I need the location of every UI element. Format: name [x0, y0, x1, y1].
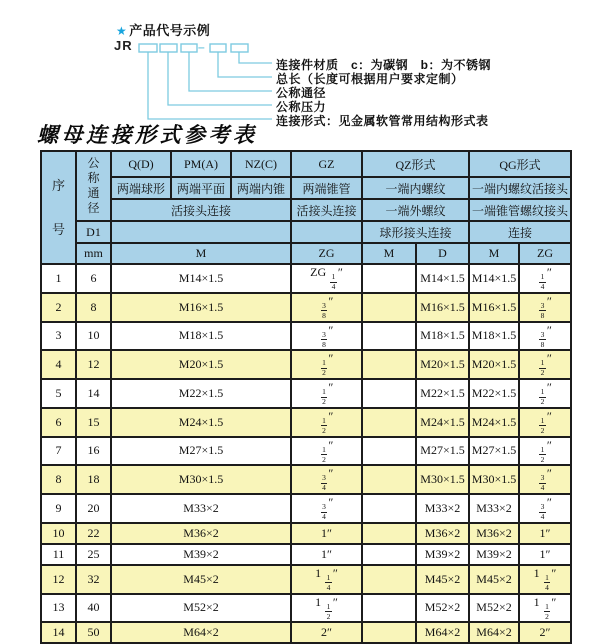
header-col-q: Q(D)	[111, 151, 171, 177]
cell-m: M18×1.5	[111, 322, 291, 351]
header-qz-desc2: 一端外螺纹	[362, 199, 469, 221]
cell-dn-mm: 12	[76, 350, 111, 379]
cell-qz-m	[362, 264, 416, 293]
header-qg-desc1: 一端内螺纹活接头	[469, 177, 571, 199]
cell-dn-mm: 22	[76, 523, 111, 544]
cell-seq: 4	[41, 350, 76, 379]
cell-qg-zg: $\frac{1}{2}$ ″	[519, 437, 571, 466]
cell-qz-d: M45×2	[416, 565, 469, 594]
cell-qg-zg: $\frac{3}{8}$ ″	[519, 293, 571, 322]
cell-qg-m: M24×1.5	[469, 408, 519, 437]
cell-qg-zg: 2″	[519, 622, 571, 643]
cell-dn-mm: 8	[76, 293, 111, 322]
cell-qz-d: M22×1.5	[416, 379, 469, 408]
table-row	[41, 264, 571, 293]
cell-qz-d: M64×2	[416, 622, 469, 643]
cell-qg-m: M33×2	[469, 494, 519, 523]
cell-qz-m	[362, 622, 416, 643]
cell-qz-m	[362, 322, 416, 351]
header-row-4	[41, 221, 571, 243]
leader-line-pressure	[168, 52, 272, 105]
table-row	[41, 622, 571, 643]
table-row	[41, 408, 571, 437]
table-row	[41, 544, 571, 565]
cell-qz-d: M14×1.5	[416, 264, 469, 293]
cell-m: M39×2	[111, 544, 291, 565]
cell-qg-zg: $\frac{3}{4}$ ″	[519, 465, 571, 494]
code-box-1	[139, 44, 157, 52]
header-col-pm: PM(A)	[171, 151, 231, 177]
header-pm-desc: 两端平面	[171, 177, 231, 199]
leader-line-length	[218, 52, 272, 77]
header-col-gz: GZ	[291, 151, 362, 177]
product-code-heading	[116, 20, 210, 39]
header-qg-desc2: 一端锥管螺纹接头	[469, 199, 571, 221]
cell-qg-zg: $\frac{3}{4}$ ″	[519, 494, 571, 523]
cell-m: M33×2	[111, 494, 291, 523]
product-code-separator: –	[198, 40, 205, 54]
code-box-4	[210, 44, 226, 52]
fraction: $\frac{1}{4}$	[331, 272, 336, 292]
cell-qz-m	[362, 379, 416, 408]
cell-seq: 14	[41, 622, 76, 643]
fraction: $\frac{3}{4}$	[540, 502, 545, 522]
callout-label-pressure: 公称压力	[276, 100, 327, 114]
header-empty-m	[111, 221, 291, 243]
header-row-3	[41, 199, 571, 221]
cell-dn-mm: 50	[76, 622, 111, 643]
cell-qz-m	[362, 523, 416, 544]
cell-dn-mm: 25	[76, 544, 111, 565]
cell-gz-zg: 1″	[291, 523, 362, 544]
cell-qz-m	[362, 544, 416, 565]
cell-gz-zg: $\frac{1}{2}$ ″	[291, 350, 362, 379]
cell-qg-m: M16×1.5	[469, 293, 519, 322]
cell-dn-mm: 16	[76, 437, 111, 466]
cell-qz-d: M27×1.5	[416, 437, 469, 466]
cell-qz-m	[362, 350, 416, 379]
table-row	[41, 322, 571, 351]
cell-dn-mm: 40	[76, 594, 111, 623]
header-mm: mm	[76, 243, 111, 264]
cell-seq: 1	[41, 264, 76, 293]
cell-qg-m: M36×2	[469, 523, 519, 544]
callout-label-connection: 连接形式：见金属软管常用结构形式表	[276, 114, 489, 128]
table-title: 螺母连接形式参考表	[37, 122, 258, 147]
header-dn	[76, 151, 111, 221]
table-row	[41, 565, 571, 594]
cell-qg-zg: $\frac{3}{8}$ ″	[519, 322, 571, 351]
cell-seq: 7	[41, 437, 76, 466]
cell-dn-mm: 15	[76, 408, 111, 437]
cell-qg-m: M39×2	[469, 544, 519, 565]
cell-seq: 2	[41, 293, 76, 322]
header-row-1	[41, 151, 571, 177]
header-seq	[41, 151, 76, 264]
cell-qg-m: M20×1.5	[469, 350, 519, 379]
header-qg-conn: 连接	[469, 221, 571, 243]
leader-line-diameter	[189, 52, 272, 91]
code-box-2	[160, 44, 177, 52]
cell-m: M52×2	[111, 594, 291, 623]
cell-m: M45×2	[111, 565, 291, 594]
fraction: $\frac{1}{2}$	[540, 415, 545, 435]
leader-line-material	[239, 52, 272, 63]
header-d1: D1	[76, 221, 111, 243]
fraction: $\frac{3}{8}$	[540, 300, 545, 320]
cell-dn-mm: 14	[76, 379, 111, 408]
cell-qg-m: M18×1.5	[469, 322, 519, 351]
fraction: $\frac{1}{4}$	[545, 572, 549, 592]
cell-qz-d: M24×1.5	[416, 408, 469, 437]
fraction: $\frac{3}{4}$	[322, 502, 326, 522]
code-box-5	[231, 44, 248, 52]
cell-gz-zg: 1 $\frac{1}{2}$ ″	[291, 594, 362, 623]
code-box-3	[181, 44, 197, 52]
cell-qz-d: M16×1.5	[416, 293, 469, 322]
product-code-heading-text: 产品代号示例	[129, 23, 211, 38]
cell-qg-zg: 1″	[519, 544, 571, 565]
fraction: $\frac{3}{8}$	[322, 300, 326, 320]
cell-seq: 9	[41, 494, 76, 523]
nut-connection-table	[40, 150, 572, 644]
cell-m: M24×1.5	[111, 408, 291, 437]
cell-gz-zg: 1 $\frac{1}{4}$ ″	[291, 565, 362, 594]
cell-dn-mm: 6	[76, 264, 111, 293]
fraction: $\frac{1}{4}$	[540, 272, 545, 292]
header-col-qz: QZ形式	[362, 151, 469, 177]
callout-label-length: 总长（长度可根据用户要求定制）	[276, 72, 464, 86]
cell-qz-d: M39×2	[416, 544, 469, 565]
cell-qz-d: M36×2	[416, 523, 469, 544]
header-nz-desc: 两端内锥	[231, 177, 291, 199]
cell-m: M16×1.5	[111, 293, 291, 322]
table-body	[41, 264, 571, 643]
cell-gz-zg: $\frac{3}{8}$ ″	[291, 293, 362, 322]
cell-gz-zg: $\frac{1}{2}$ ″	[291, 379, 362, 408]
table-row	[41, 350, 571, 379]
cell-m: M64×2	[111, 622, 291, 643]
cell-gz-zg: $\frac{3}{4}$ ″	[291, 494, 362, 523]
cell-qz-d: M52×2	[416, 594, 469, 623]
table-row	[41, 523, 571, 544]
header-dn-text: 公称通径	[87, 156, 100, 215]
header-seq-text: 序号	[51, 177, 65, 237]
cell-qz-m	[362, 293, 416, 322]
cell-qz-m	[362, 408, 416, 437]
table-row	[41, 465, 571, 494]
cell-gz-zg: $\frac{3}{8}$ ″	[291, 322, 362, 351]
callout-label-material: 连接件材质 c：为碳钢 b：为不锈钢	[276, 58, 492, 72]
header-zg: ZG	[291, 243, 362, 264]
fraction: $\frac{1}{2}$	[322, 387, 326, 407]
fraction: $\frac{1}{2}$	[540, 358, 545, 378]
cell-qz-d: M18×1.5	[416, 322, 469, 351]
cell-qg-m: M30×1.5	[469, 465, 519, 494]
cell-seq: 5	[41, 379, 76, 408]
fraction: $\frac{1}{2}$	[326, 601, 331, 621]
cell-qg-m: M52×2	[469, 594, 519, 623]
cell-m: M36×2	[111, 523, 291, 544]
cell-qz-m	[362, 465, 416, 494]
cell-qz-d: M30×1.5	[416, 465, 469, 494]
header-qg-m: M	[469, 243, 519, 264]
header-qz-m: M	[362, 243, 416, 264]
star-icon: ★	[116, 24, 128, 38]
product-code-prefix: JR	[114, 38, 133, 53]
cell-qz-m	[362, 437, 416, 466]
cell-seq: 13	[41, 594, 76, 623]
table-row	[41, 437, 571, 466]
header-col-nz: NZ(C)	[231, 151, 291, 177]
header-qz-conn: 球形接头连接	[362, 221, 469, 243]
header-empty-gz	[291, 221, 362, 243]
fraction: $\frac{3}{8}$	[540, 329, 545, 349]
cell-qg-m: M64×2	[469, 622, 519, 643]
fraction: $\frac{1}{2}$	[322, 415, 326, 435]
fraction: $\frac{3}{4}$	[322, 473, 326, 493]
cell-gz-zg: $\frac{1}{2}$ ″	[291, 408, 362, 437]
header-q-desc: 两端球形	[111, 177, 171, 199]
header-gz-desc: 两端锥管	[291, 177, 362, 199]
cell-qz-m	[362, 494, 416, 523]
header-row-5	[41, 243, 571, 264]
cell-dn-mm: 18	[76, 465, 111, 494]
header-qz-d: D	[416, 243, 469, 264]
fraction: $\frac{1}{2}$	[540, 444, 545, 464]
cell-m: M30×1.5	[111, 465, 291, 494]
header-gz-conn: 活接头连接	[291, 199, 362, 221]
table-row	[41, 379, 571, 408]
cell-qg-m: M45×2	[469, 565, 519, 594]
cell-m: M22×1.5	[111, 379, 291, 408]
table-row	[41, 293, 571, 322]
cell-qg-zg: $\frac{1}{4}$ ″	[519, 264, 571, 293]
cell-qg-zg: $\frac{1}{2}$ ″	[519, 379, 571, 408]
cell-seq: 6	[41, 408, 76, 437]
leader-line-connection	[148, 52, 272, 119]
cell-dn-mm: 10	[76, 322, 111, 351]
cell-seq: 12	[41, 565, 76, 594]
cell-qz-d: M20×1.5	[416, 350, 469, 379]
cell-qg-m: M22×1.5	[469, 379, 519, 408]
cell-seq: 10	[41, 523, 76, 544]
cell-seq: 11	[41, 544, 76, 565]
fraction: $\frac{1}{2}$	[322, 444, 326, 464]
cell-qg-zg: 1″	[519, 523, 571, 544]
fraction: $\frac{1}{2}$	[322, 358, 326, 378]
header-m: M	[111, 243, 291, 264]
cell-gz-zg: $\frac{3}{4}$ ″	[291, 465, 362, 494]
header-qz-desc1: 一端内螺纹	[362, 177, 469, 199]
fraction: $\frac{3}{4}$	[540, 473, 545, 493]
table-row	[41, 594, 571, 623]
cell-m: M27×1.5	[111, 437, 291, 466]
cell-qg-m: M14×1.5	[469, 264, 519, 293]
cell-seq: 8	[41, 465, 76, 494]
cell-qz-m	[362, 565, 416, 594]
table-row	[41, 494, 571, 523]
cell-qz-d: M33×2	[416, 494, 469, 523]
cell-gz-zg: $\frac{1}{2}$ ″	[291, 437, 362, 466]
cell-qg-zg: 1 $\frac{1}{4}$ ″	[519, 565, 571, 594]
cell-m: M14×1.5	[111, 264, 291, 293]
cell-qg-zg: $\frac{1}{2}$ ″	[519, 408, 571, 437]
fraction: $\frac{1}{2}$	[540, 387, 545, 407]
header-qg-zg: ZG	[519, 243, 571, 264]
cell-seq: 3	[41, 322, 76, 351]
cell-gz-zg: 1″	[291, 544, 362, 565]
fraction: $\frac{3}{8}$	[322, 329, 326, 349]
cell-m: M20×1.5	[111, 350, 291, 379]
table-header	[41, 151, 571, 264]
cell-qz-m	[362, 594, 416, 623]
cell-gz-zg: 2″	[291, 622, 362, 643]
cell-qg-zg: $\frac{1}{2}$ ″	[519, 350, 571, 379]
fraction: $\frac{1}{2}$	[545, 601, 549, 621]
header-col-qg: QG形式	[469, 151, 571, 177]
header-union-conn: 活接头连接	[111, 199, 291, 221]
cell-dn-mm: 32	[76, 565, 111, 594]
cell-gz-zg: ZG $\frac{1}{4}$ ″	[291, 264, 362, 293]
fraction: $\frac{1}{4}$	[326, 572, 331, 592]
header-row-2	[41, 177, 571, 199]
cell-dn-mm: 20	[76, 494, 111, 523]
cell-qg-m: M27×1.5	[469, 437, 519, 466]
callout-label-diameter: 公称通径	[276, 86, 327, 100]
cell-qg-zg: 1 $\frac{1}{2}$ ″	[519, 594, 571, 623]
